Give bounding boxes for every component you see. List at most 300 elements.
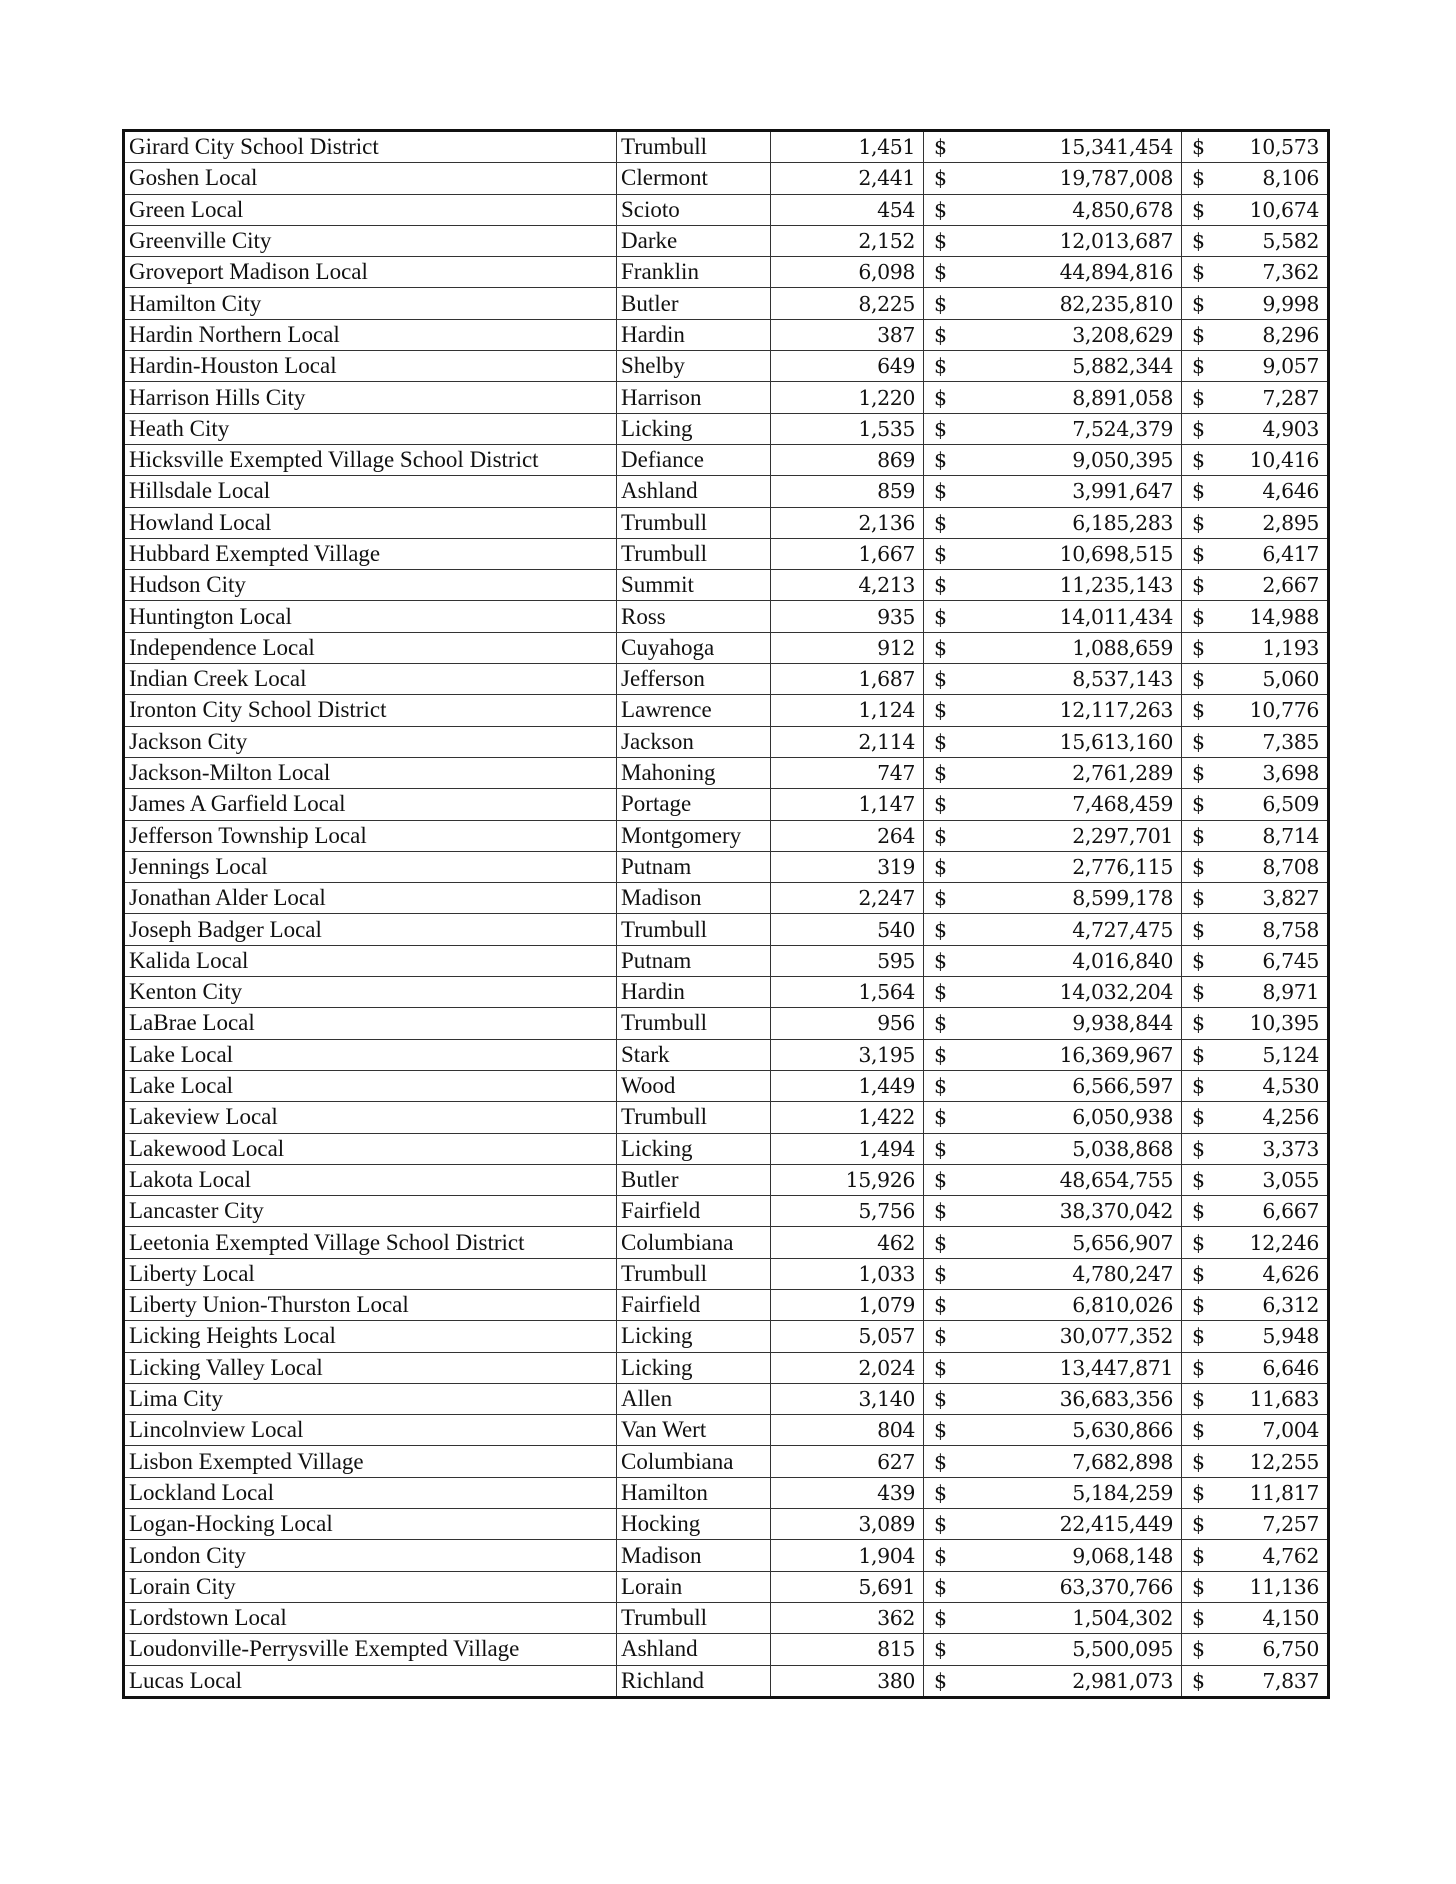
district-name-cell: Jennings Local (124, 851, 617, 882)
county-cell: Putnam (617, 851, 771, 882)
currency-symbol-cell: $ (924, 789, 974, 820)
total-amount-cell: 12,117,263 (974, 695, 1182, 726)
currency-symbol-cell: $ (1182, 632, 1222, 663)
district-name-cell: Independence Local (124, 632, 617, 663)
currency-symbol-cell: $ (1182, 382, 1222, 413)
currency-symbol-cell: $ (924, 664, 974, 695)
per-pupil-amount-cell: 9,998 (1222, 288, 1329, 319)
currency-symbol-cell: $ (924, 257, 974, 288)
county-cell: Portage (617, 789, 771, 820)
district-name-cell: London City (124, 1540, 617, 1571)
district-name-cell: Hamilton City (124, 288, 617, 319)
county-cell: Madison (617, 1540, 771, 1571)
county-cell: Shelby (617, 351, 771, 382)
enrollment-cell: 2,136 (771, 507, 924, 538)
enrollment-cell: 1,079 (771, 1289, 924, 1320)
currency-symbol-cell: $ (924, 413, 974, 444)
per-pupil-amount-cell: 12,255 (1222, 1446, 1329, 1477)
currency-symbol-cell: $ (924, 570, 974, 601)
currency-symbol-cell: $ (924, 914, 974, 945)
district-name-cell: Licking Valley Local (124, 1352, 617, 1383)
currency-symbol-cell: $ (924, 163, 974, 194)
district-name-cell: Hicksville Exempted Village School District (124, 444, 617, 475)
currency-symbol-cell: $ (924, 1571, 974, 1602)
total-amount-cell: 2,297,701 (974, 820, 1182, 851)
per-pupil-amount-cell: 2,667 (1222, 570, 1329, 601)
per-pupil-amount-cell: 9,057 (1222, 351, 1329, 382)
county-cell: Trumbull (617, 1102, 771, 1133)
enrollment-cell: 362 (771, 1602, 924, 1633)
district-name-cell: Heath City (124, 413, 617, 444)
table-row (124, 163, 1329, 194)
currency-symbol-cell: $ (924, 1665, 974, 1697)
currency-symbol-cell: $ (1182, 1383, 1222, 1414)
district-name-cell: Lisbon Exempted Village (124, 1446, 617, 1477)
county-cell: Fairfield (617, 1289, 771, 1320)
currency-symbol-cell: $ (924, 945, 974, 976)
per-pupil-amount-cell: 4,903 (1222, 413, 1329, 444)
table-row (124, 288, 1329, 319)
county-cell: Butler (617, 1164, 771, 1195)
table-row (124, 757, 1329, 788)
table-row (124, 1665, 1329, 1697)
county-cell: Jefferson (617, 664, 771, 695)
per-pupil-amount-cell: 7,837 (1222, 1665, 1329, 1697)
per-pupil-amount-cell: 5,582 (1222, 225, 1329, 256)
total-amount-cell: 63,370,766 (974, 1571, 1182, 1602)
per-pupil-amount-cell: 4,762 (1222, 1540, 1329, 1571)
currency-symbol-cell: $ (924, 820, 974, 851)
currency-symbol-cell: $ (1182, 789, 1222, 820)
district-name-cell: Loudonville-Perrysville Exempted Village (124, 1634, 617, 1665)
per-pupil-amount-cell: 4,150 (1222, 1602, 1329, 1633)
currency-symbol-cell: $ (924, 1008, 974, 1039)
enrollment-cell: 2,441 (771, 163, 924, 194)
enrollment-cell: 1,667 (771, 538, 924, 569)
currency-symbol-cell: $ (1182, 288, 1222, 319)
currency-symbol-cell: $ (924, 851, 974, 882)
district-name-cell: Lake Local (124, 1039, 617, 1070)
enrollment-cell: 595 (771, 945, 924, 976)
enrollment-cell: 8,225 (771, 288, 924, 319)
per-pupil-amount-cell: 6,667 (1222, 1196, 1329, 1227)
enrollment-cell: 387 (771, 319, 924, 350)
enrollment-cell: 2,114 (771, 726, 924, 757)
currency-symbol-cell: $ (1182, 1415, 1222, 1446)
county-cell: Stark (617, 1039, 771, 1070)
enrollment-cell: 2,024 (771, 1352, 924, 1383)
district-name-cell: Jackson-Milton Local (124, 757, 617, 788)
per-pupil-amount-cell: 10,674 (1222, 194, 1329, 225)
currency-symbol-cell: $ (1182, 476, 1222, 507)
currency-symbol-cell: $ (924, 1258, 974, 1289)
county-cell: Wood (617, 1070, 771, 1101)
county-cell: Ross (617, 601, 771, 632)
table-row (124, 1571, 1329, 1602)
county-cell: Trumbull (617, 1008, 771, 1039)
table-row (124, 1008, 1329, 1039)
currency-symbol-cell: $ (924, 1477, 974, 1508)
per-pupil-amount-cell: 11,136 (1222, 1571, 1329, 1602)
district-name-cell: Harrison Hills City (124, 382, 617, 413)
total-amount-cell: 5,184,259 (974, 1477, 1182, 1508)
per-pupil-amount-cell: 7,287 (1222, 382, 1329, 413)
county-cell: Putnam (617, 945, 771, 976)
currency-symbol-cell: $ (924, 194, 974, 225)
table-row (124, 444, 1329, 475)
per-pupil-amount-cell: 4,256 (1222, 1102, 1329, 1133)
per-pupil-amount-cell: 1,193 (1222, 632, 1329, 663)
county-cell: Trumbull (617, 538, 771, 569)
currency-symbol-cell: $ (1182, 1477, 1222, 1508)
district-name-cell: Lockland Local (124, 1477, 617, 1508)
table-row (124, 820, 1329, 851)
currency-symbol-cell: $ (1182, 757, 1222, 788)
per-pupil-amount-cell: 8,708 (1222, 851, 1329, 882)
district-name-cell: Lincolnview Local (124, 1415, 617, 1446)
enrollment-cell: 462 (771, 1227, 924, 1258)
total-amount-cell: 2,761,289 (974, 757, 1182, 788)
per-pupil-amount-cell: 5,060 (1222, 664, 1329, 695)
total-amount-cell: 14,032,204 (974, 977, 1182, 1008)
county-cell: Hamilton (617, 1477, 771, 1508)
district-name-cell: Groveport Madison Local (124, 257, 617, 288)
district-name-cell: Lancaster City (124, 1196, 617, 1227)
enrollment-cell: 439 (771, 1477, 924, 1508)
district-name-cell: Jonathan Alder Local (124, 883, 617, 914)
table-row (124, 977, 1329, 1008)
currency-symbol-cell: $ (1182, 1008, 1222, 1039)
enrollment-cell: 380 (771, 1665, 924, 1697)
currency-symbol-cell: $ (924, 1602, 974, 1633)
table-row (124, 538, 1329, 569)
currency-symbol-cell: $ (1182, 1102, 1222, 1133)
county-cell: Jackson (617, 726, 771, 757)
currency-symbol-cell: $ (1182, 1634, 1222, 1665)
table-row (124, 225, 1329, 256)
district-name-cell: Hardin Northern Local (124, 319, 617, 350)
total-amount-cell: 36,683,356 (974, 1383, 1182, 1414)
enrollment-cell: 3,140 (771, 1383, 924, 1414)
enrollment-cell: 454 (771, 194, 924, 225)
currency-symbol-cell: $ (924, 1196, 974, 1227)
district-name-cell: Lordstown Local (124, 1602, 617, 1633)
total-amount-cell: 6,810,026 (974, 1289, 1182, 1320)
county-cell: Allen (617, 1383, 771, 1414)
currency-symbol-cell: $ (1182, 1446, 1222, 1477)
table-row (124, 507, 1329, 538)
table-row (124, 789, 1329, 820)
currency-symbol-cell: $ (1182, 538, 1222, 569)
currency-symbol-cell: $ (924, 632, 974, 663)
total-amount-cell: 4,850,678 (974, 194, 1182, 225)
per-pupil-amount-cell: 7,257 (1222, 1509, 1329, 1540)
currency-symbol-cell: $ (924, 726, 974, 757)
currency-symbol-cell: $ (924, 382, 974, 413)
currency-symbol-cell: $ (1182, 413, 1222, 444)
per-pupil-amount-cell: 8,971 (1222, 977, 1329, 1008)
county-cell: Licking (617, 1352, 771, 1383)
county-cell: Lorain (617, 1571, 771, 1602)
currency-symbol-cell: $ (924, 695, 974, 726)
currency-symbol-cell: $ (924, 1039, 974, 1070)
currency-symbol-cell: $ (924, 1446, 974, 1477)
district-name-cell: Jefferson Township Local (124, 820, 617, 851)
currency-symbol-cell: $ (1182, 601, 1222, 632)
currency-symbol-cell: $ (1182, 1352, 1222, 1383)
table-row (124, 257, 1329, 288)
district-funding-table (122, 129, 1330, 1699)
total-amount-cell: 13,447,871 (974, 1352, 1182, 1383)
total-amount-cell: 8,599,178 (974, 883, 1182, 914)
total-amount-cell: 1,088,659 (974, 632, 1182, 663)
enrollment-cell: 804 (771, 1415, 924, 1446)
county-cell: Franklin (617, 257, 771, 288)
total-amount-cell: 14,011,434 (974, 601, 1182, 632)
total-amount-cell: 9,068,148 (974, 1540, 1182, 1571)
district-name-cell: Jackson City (124, 726, 617, 757)
currency-symbol-cell: $ (924, 476, 974, 507)
table-row (124, 1133, 1329, 1164)
total-amount-cell: 3,208,629 (974, 319, 1182, 350)
county-cell: Columbiana (617, 1227, 771, 1258)
table-row (124, 131, 1329, 163)
district-name-cell: James A Garfield Local (124, 789, 617, 820)
table-row (124, 351, 1329, 382)
total-amount-cell: 7,468,459 (974, 789, 1182, 820)
per-pupil-amount-cell: 3,373 (1222, 1133, 1329, 1164)
enrollment-cell: 1,124 (771, 695, 924, 726)
district-name-cell: Lakota Local (124, 1164, 617, 1195)
county-cell: Columbiana (617, 1446, 771, 1477)
total-amount-cell: 4,727,475 (974, 914, 1182, 945)
table-row (124, 945, 1329, 976)
enrollment-cell: 15,926 (771, 1164, 924, 1195)
currency-symbol-cell: $ (1182, 1196, 1222, 1227)
district-name-cell: Kenton City (124, 977, 617, 1008)
total-amount-cell: 2,776,115 (974, 851, 1182, 882)
currency-symbol-cell: $ (1182, 695, 1222, 726)
county-cell: Licking (617, 1321, 771, 1352)
currency-symbol-cell: $ (924, 1540, 974, 1571)
enrollment-cell: 956 (771, 1008, 924, 1039)
currency-symbol-cell: $ (924, 507, 974, 538)
enrollment-cell: 319 (771, 851, 924, 882)
enrollment-cell: 1,535 (771, 413, 924, 444)
per-pupil-amount-cell: 7,362 (1222, 257, 1329, 288)
county-cell: Trumbull (617, 507, 771, 538)
district-name-cell: Liberty Local (124, 1258, 617, 1289)
table-row (124, 194, 1329, 225)
currency-symbol-cell: $ (924, 1415, 974, 1446)
table-row (124, 851, 1329, 882)
county-cell: Ashland (617, 1634, 771, 1665)
district-name-cell: Logan-Hocking Local (124, 1509, 617, 1540)
currency-symbol-cell: $ (924, 351, 974, 382)
district-name-cell: Huntington Local (124, 601, 617, 632)
currency-symbol-cell: $ (1182, 1602, 1222, 1633)
currency-symbol-cell: $ (1182, 194, 1222, 225)
district-name-cell: Hudson City (124, 570, 617, 601)
currency-symbol-cell: $ (1182, 1227, 1222, 1258)
enrollment-cell: 5,057 (771, 1321, 924, 1352)
enrollment-cell: 912 (771, 632, 924, 663)
currency-symbol-cell: $ (1182, 664, 1222, 695)
per-pupil-amount-cell: 8,758 (1222, 914, 1329, 945)
table-row (124, 1102, 1329, 1133)
per-pupil-amount-cell: 10,573 (1222, 131, 1329, 163)
table-row (124, 382, 1329, 413)
county-cell: Clermont (617, 163, 771, 194)
currency-symbol-cell: $ (924, 757, 974, 788)
currency-symbol-cell: $ (924, 444, 974, 475)
per-pupil-amount-cell: 6,745 (1222, 945, 1329, 976)
currency-symbol-cell: $ (1182, 570, 1222, 601)
currency-symbol-cell: $ (1182, 1039, 1222, 1070)
enrollment-cell: 4,213 (771, 570, 924, 601)
currency-symbol-cell: $ (924, 1509, 974, 1540)
table-row (124, 1258, 1329, 1289)
total-amount-cell: 44,894,816 (974, 257, 1182, 288)
county-cell: Licking (617, 413, 771, 444)
total-amount-cell: 6,185,283 (974, 507, 1182, 538)
per-pupil-amount-cell: 6,750 (1222, 1634, 1329, 1665)
currency-symbol-cell: $ (924, 1352, 974, 1383)
table-row (124, 632, 1329, 663)
currency-symbol-cell: $ (1182, 1164, 1222, 1195)
district-name-cell: Lorain City (124, 1571, 617, 1602)
total-amount-cell: 22,415,449 (974, 1509, 1182, 1540)
district-name-cell: Liberty Union-Thurston Local (124, 1289, 617, 1320)
enrollment-cell: 649 (771, 351, 924, 382)
county-cell: Harrison (617, 382, 771, 413)
table-row (124, 1634, 1329, 1665)
table-row (124, 319, 1329, 350)
county-cell: Hocking (617, 1509, 771, 1540)
currency-symbol-cell: $ (1182, 914, 1222, 945)
currency-symbol-cell: $ (924, 131, 974, 163)
per-pupil-amount-cell: 14,988 (1222, 601, 1329, 632)
currency-symbol-cell: $ (1182, 131, 1222, 163)
total-amount-cell: 15,341,454 (974, 131, 1182, 163)
currency-symbol-cell: $ (1182, 1571, 1222, 1602)
county-cell: Trumbull (617, 914, 771, 945)
total-amount-cell: 5,038,868 (974, 1133, 1182, 1164)
enrollment-cell: 1,687 (771, 664, 924, 695)
enrollment-cell: 1,147 (771, 789, 924, 820)
per-pupil-amount-cell: 10,416 (1222, 444, 1329, 475)
table-row (124, 1289, 1329, 1320)
currency-symbol-cell: $ (1182, 1258, 1222, 1289)
county-cell: Licking (617, 1133, 771, 1164)
table-row (124, 1039, 1329, 1070)
currency-symbol-cell: $ (1182, 507, 1222, 538)
enrollment-cell: 3,089 (771, 1509, 924, 1540)
enrollment-cell: 2,152 (771, 225, 924, 256)
table-row (124, 914, 1329, 945)
total-amount-cell: 48,654,755 (974, 1164, 1182, 1195)
table-row (124, 1509, 1329, 1540)
per-pupil-amount-cell: 12,246 (1222, 1227, 1329, 1258)
total-amount-cell: 2,981,073 (974, 1665, 1182, 1697)
per-pupil-amount-cell: 3,827 (1222, 883, 1329, 914)
total-amount-cell: 9,938,844 (974, 1008, 1182, 1039)
total-amount-cell: 6,566,597 (974, 1070, 1182, 1101)
total-amount-cell: 4,780,247 (974, 1258, 1182, 1289)
table-row (124, 413, 1329, 444)
per-pupil-amount-cell: 8,714 (1222, 820, 1329, 851)
table-row (124, 1602, 1329, 1633)
currency-symbol-cell: $ (1182, 726, 1222, 757)
currency-symbol-cell: $ (924, 1102, 974, 1133)
total-amount-cell: 5,630,866 (974, 1415, 1182, 1446)
table-body (124, 131, 1329, 1698)
enrollment-cell: 869 (771, 444, 924, 475)
per-pupil-amount-cell: 8,106 (1222, 163, 1329, 194)
currency-symbol-cell: $ (1182, 977, 1222, 1008)
enrollment-cell: 2,247 (771, 883, 924, 914)
per-pupil-amount-cell: 5,948 (1222, 1321, 1329, 1352)
enrollment-cell: 935 (771, 601, 924, 632)
table-row (124, 1196, 1329, 1227)
currency-symbol-cell: $ (924, 1227, 974, 1258)
table-row (124, 1477, 1329, 1508)
currency-symbol-cell: $ (1182, 1665, 1222, 1697)
currency-symbol-cell: $ (1182, 163, 1222, 194)
county-cell: Ashland (617, 476, 771, 507)
county-cell: Trumbull (617, 1258, 771, 1289)
district-name-cell: Lucas Local (124, 1665, 617, 1697)
county-cell: Summit (617, 570, 771, 601)
currency-symbol-cell: $ (924, 538, 974, 569)
currency-symbol-cell: $ (1182, 945, 1222, 976)
enrollment-cell: 5,691 (771, 1571, 924, 1602)
currency-symbol-cell: $ (924, 1289, 974, 1320)
district-name-cell: Kalida Local (124, 945, 617, 976)
per-pupil-amount-cell: 5,124 (1222, 1039, 1329, 1070)
district-name-cell: Lake Local (124, 1070, 617, 1101)
total-amount-cell: 12,013,687 (974, 225, 1182, 256)
currency-symbol-cell: $ (1182, 1070, 1222, 1101)
total-amount-cell: 82,235,810 (974, 288, 1182, 319)
enrollment-cell: 627 (771, 1446, 924, 1477)
currency-symbol-cell: $ (1182, 351, 1222, 382)
district-name-cell: Licking Heights Local (124, 1321, 617, 1352)
per-pupil-amount-cell: 3,055 (1222, 1164, 1329, 1195)
currency-symbol-cell: $ (924, 977, 974, 1008)
district-name-cell: Ironton City School District (124, 695, 617, 726)
district-name-cell: Leetonia Exempted Village School District (124, 1227, 617, 1258)
district-name-cell: Greenville City (124, 225, 617, 256)
enrollment-cell: 1,220 (771, 382, 924, 413)
county-cell: Madison (617, 883, 771, 914)
total-amount-cell: 11,235,143 (974, 570, 1182, 601)
enrollment-cell: 540 (771, 914, 924, 945)
total-amount-cell: 30,077,352 (974, 1321, 1182, 1352)
per-pupil-amount-cell: 4,626 (1222, 1258, 1329, 1289)
total-amount-cell: 6,050,938 (974, 1102, 1182, 1133)
table-row (124, 1540, 1329, 1571)
district-name-cell: Goshen Local (124, 163, 617, 194)
county-cell: Scioto (617, 194, 771, 225)
county-cell: Van Wert (617, 1415, 771, 1446)
currency-symbol-cell: $ (924, 1133, 974, 1164)
table-row (124, 1383, 1329, 1414)
per-pupil-amount-cell: 11,817 (1222, 1477, 1329, 1508)
district-name-cell: Hillsdale Local (124, 476, 617, 507)
total-amount-cell: 19,787,008 (974, 163, 1182, 194)
table-row (124, 695, 1329, 726)
